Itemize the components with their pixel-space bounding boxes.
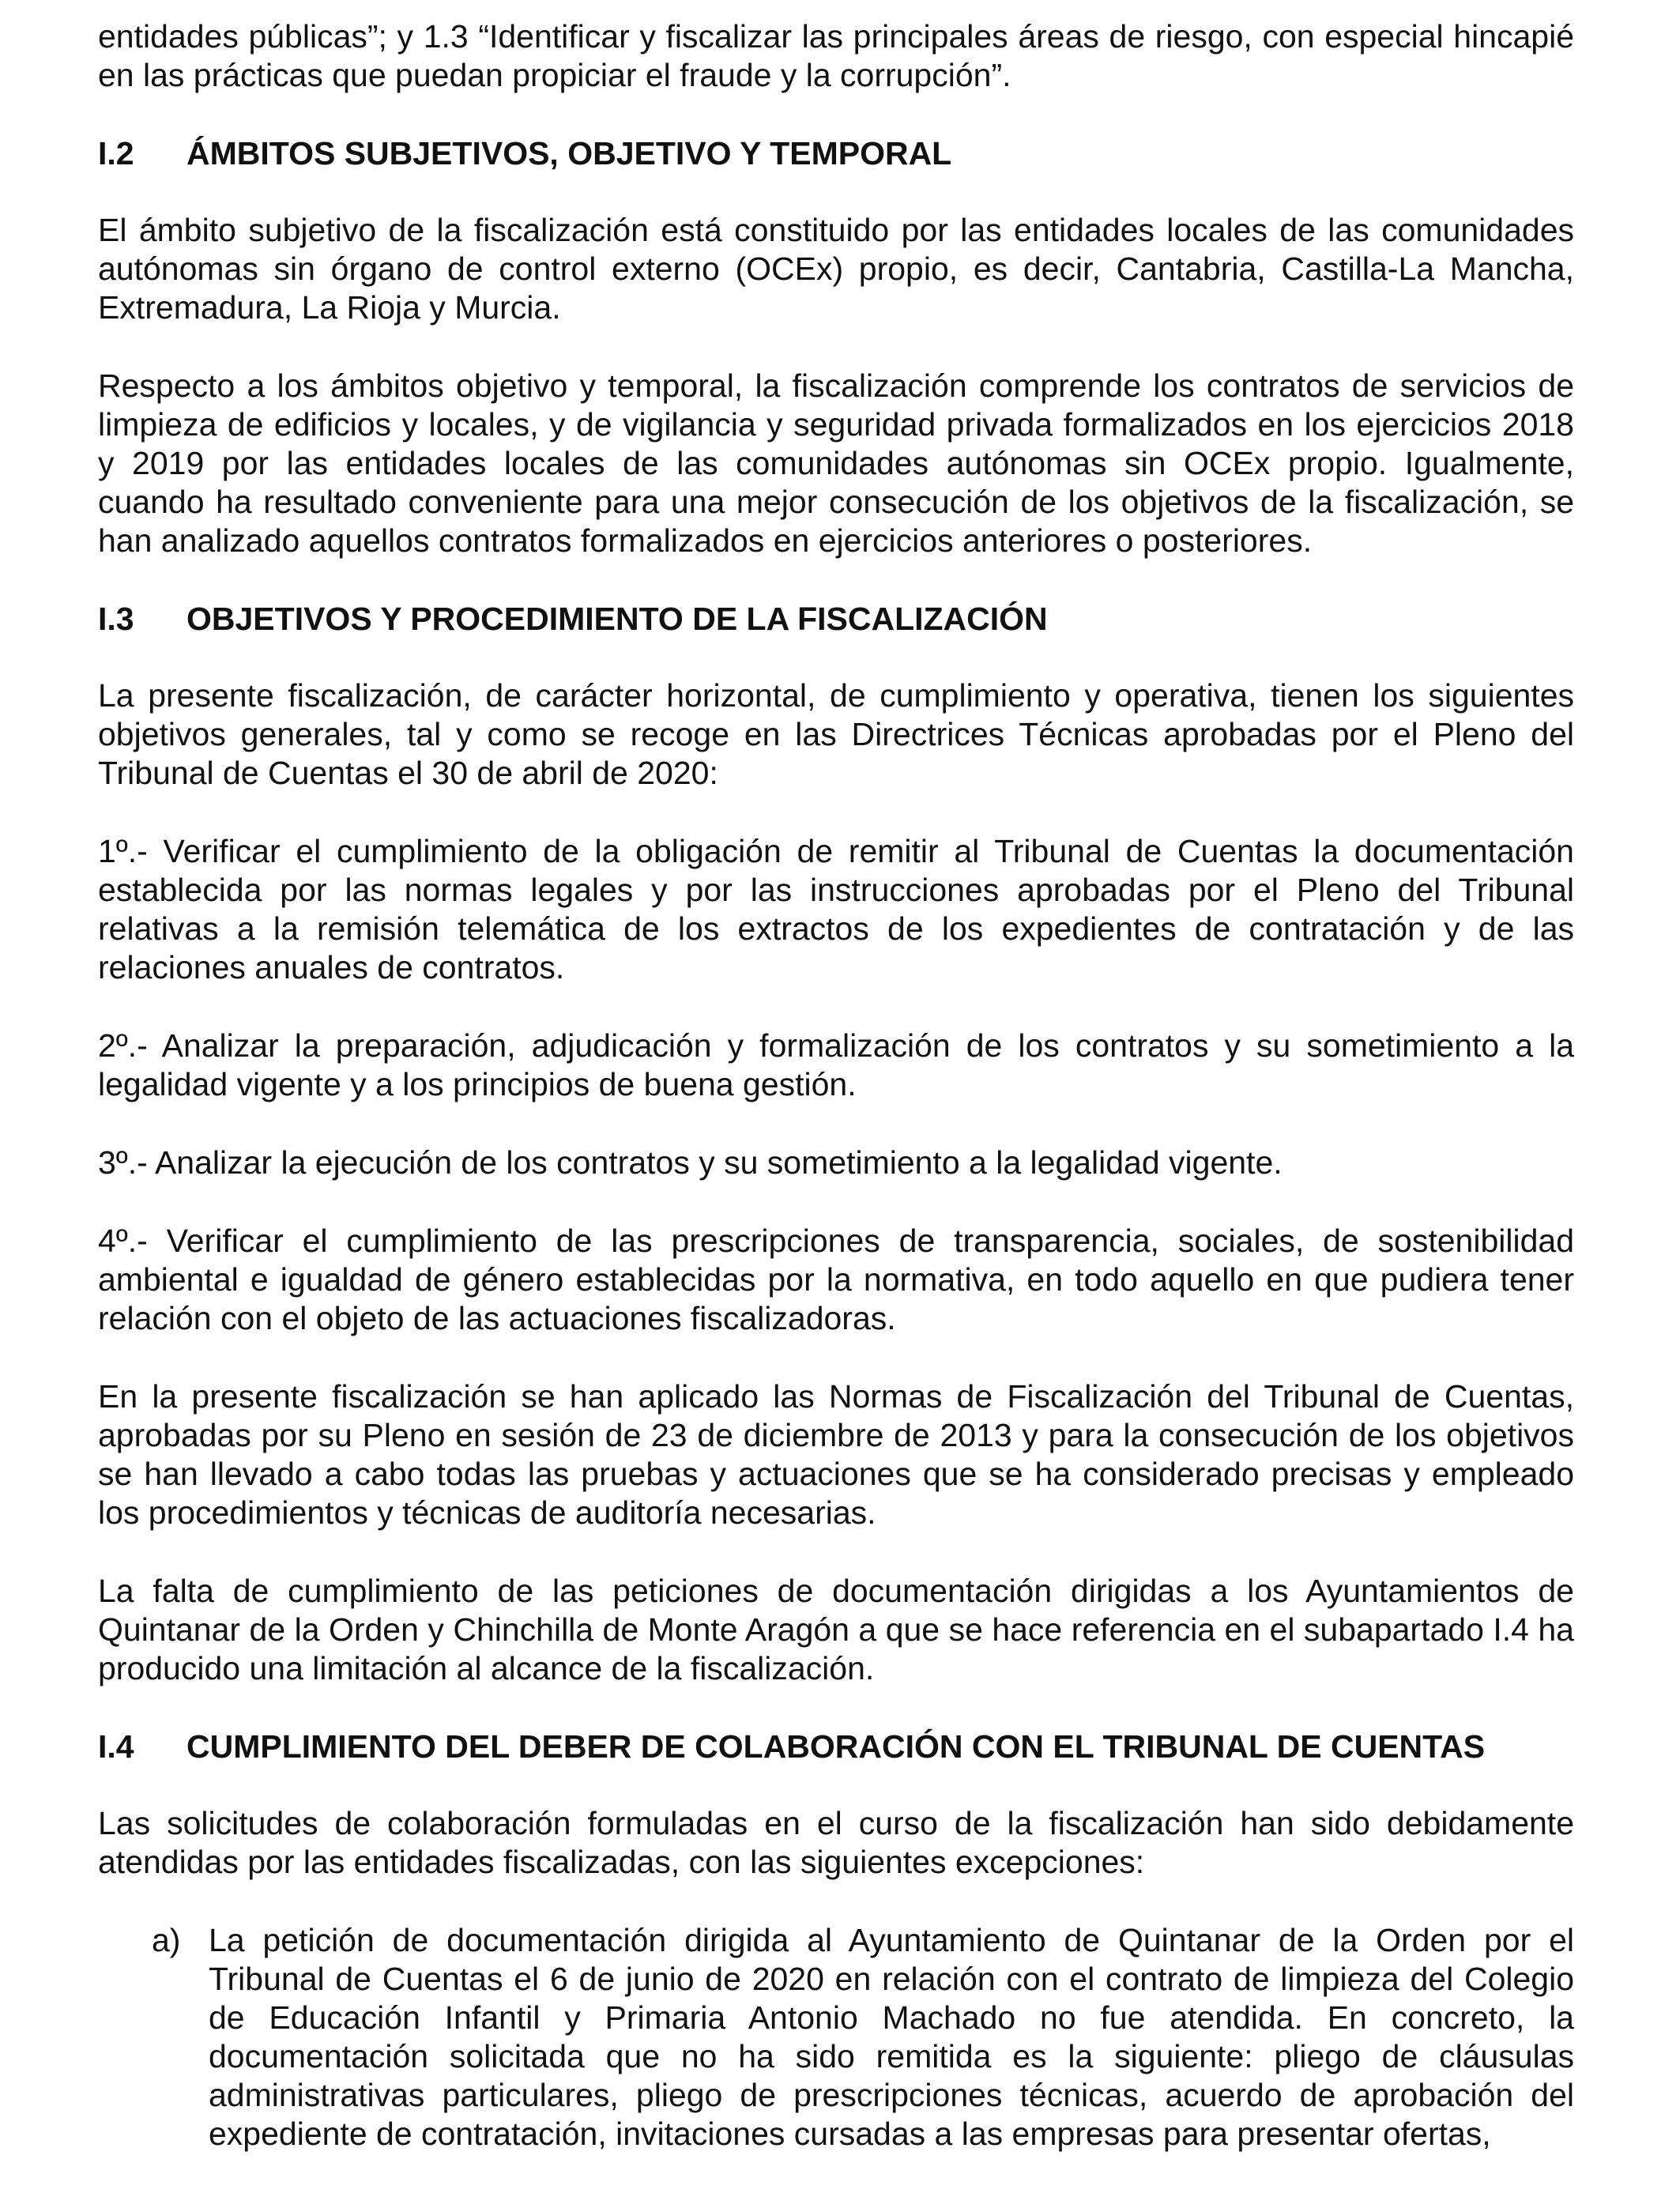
section-number: I.4 [98, 1728, 134, 1765]
scope-subjective-paragraph: El ámbito subjetivo de la fiscalización está constituido por las entidades locales de las comunidades autónomas sin órgano de control externo (OCEx) propio, es decir, Cantabria, Castilla-La Mancha, Extremadura, La Rioja y Murcia. [98, 212, 1574, 326]
objective-2-paragraph: 2º.- Analizar la preparación, adjudicación y formalización de los contratos y su sometimiento a la legalidad vigente y a los principios de buena gestión. [98, 1027, 1574, 1102]
collaboration-paragraph: Las solicitudes de colaboración formuladas en el curso de la fiscalización han sido debidamente atendidas por las entidades fiscalizadas, con las siguientes excepciones: [98, 1805, 1574, 1880]
standards-paragraph: En la presente fiscalización se han aplicado las Normas de Fiscalización del Tribunal de Cuentas, aprobadas por su Pleno en sesión de 23 de diciembre de 2013 y para la consecución de los objetivos se han llevado a cabo todas las pruebas y actuaciones que se ha considerado precisas y empleado los procedimientos y técnicas de auditoría necesarias. [98, 1378, 1574, 1531]
section-title: OBJETIVOS Y PROCEDIMIENTO DE LA FISCALIZACIÓN [186, 601, 1048, 637]
section-heading-1-3 [98, 600, 1574, 639]
list-item-text: La petición de documentación dirigida al Ayuntamiento de Quintanar de la Orden por el Tribunal de Cuentas el 6 de junio de 2020 en relación con el contrato de limpieza del Colegio de Educación Infantil y Primaria Antonio Machado no fue atendida. En concreto, la documentación solicitada que no ha sido remitida es la siguiente: pliego de cláusulas administrativas particulares, pliego de prescripciones técnicas, acuerdo de aprobación del expediente de contratación, invitaciones cursadas a las empresas para presentar ofertas, [209, 1922, 1574, 2152]
section-heading-1-2 [98, 134, 1574, 173]
limitation-paragraph: La falta de cumplimiento de las peticiones de documentación dirigidas a los Ayuntamientos de Quintanar de la Orden y Chinchilla de Monte Aragón a que se hace referencia en el subapartado I.4 ha producido una limitación al alcance de la fiscalización. [98, 1573, 1574, 1686]
section-title: ÁMBITOS SUBJETIVOS, OBJETIVO Y TEMPORAL [186, 135, 952, 171]
exception-item-a [98, 1921, 1574, 2153]
objective-3-paragraph: 3º.- Analizar la ejecución de los contratos y su sometimiento a la legalidad vigente. [98, 1144, 1283, 1181]
section-number: I.3 [98, 601, 134, 637]
objective-1-paragraph: 1º.- Verificar el cumplimiento de la obligación de remitir al Tribunal de Cuentas la documentación establecida por las normas legales y por las instrucciones aprobadas por el Pleno del Tribunal relativas a la remisión telemática de los extractos de los expedientes de contratación y de las relaciones anuales de contratos. [98, 833, 1574, 985]
scope-objective-paragraph: Respecto a los ámbitos objetivo y temporal, la fiscalización comprende los contratos de servicios de limpieza de edificios y locales, y de vigilancia y seguridad privada formalizados en los ejercicios 2018 y 2019 por las entidades locales de las comunidades autónomas sin OCEx propio. Igualmente, cuando ha resultado conveniente para una mejor consecución de los objetivos de la fiscalización, se han analizado aquellos contratos formalizados en ejercicios anteriores o posteriores. [98, 367, 1574, 559]
section-heading-1-4 [98, 1728, 1574, 1766]
objective-4-paragraph: 4º.- Verificar el cumplimiento de las prescripciones de transparencia, sociales, de sostenibilidad ambiental e igualdad de género establecidas por la normativa, en todo aquello en que pudiera tener relación con el objeto de las actuaciones fiscalizadoras. [98, 1223, 1574, 1336]
objectives-intro-paragraph: La presente fiscalización, de carácter horizontal, de cumplimiento y operativa, tienen los siguientes objetivos generales, tal y como se recoge en las Directrices Técnicas aprobadas por el Pleno del Tribunal de Cuentas el 30 de abril de 2020: [98, 677, 1574, 791]
intro-paragraph: entidades públicas”; y 1.3 “Identificar y fiscalizar las principales áreas de riesgo, con especial hincapié en las prácticas que puedan propiciar el fraude y la corrupción”. [98, 18, 1574, 93]
document-page [98, 17, 1574, 2193]
section-number: I.2 [98, 135, 134, 171]
section-title: CUMPLIMIENTO DEL DEBER DE COLABORACIÓN CON EL TRIBUNAL DE CUENTAS [186, 1728, 1486, 1765]
list-marker: a) [152, 1922, 181, 1958]
